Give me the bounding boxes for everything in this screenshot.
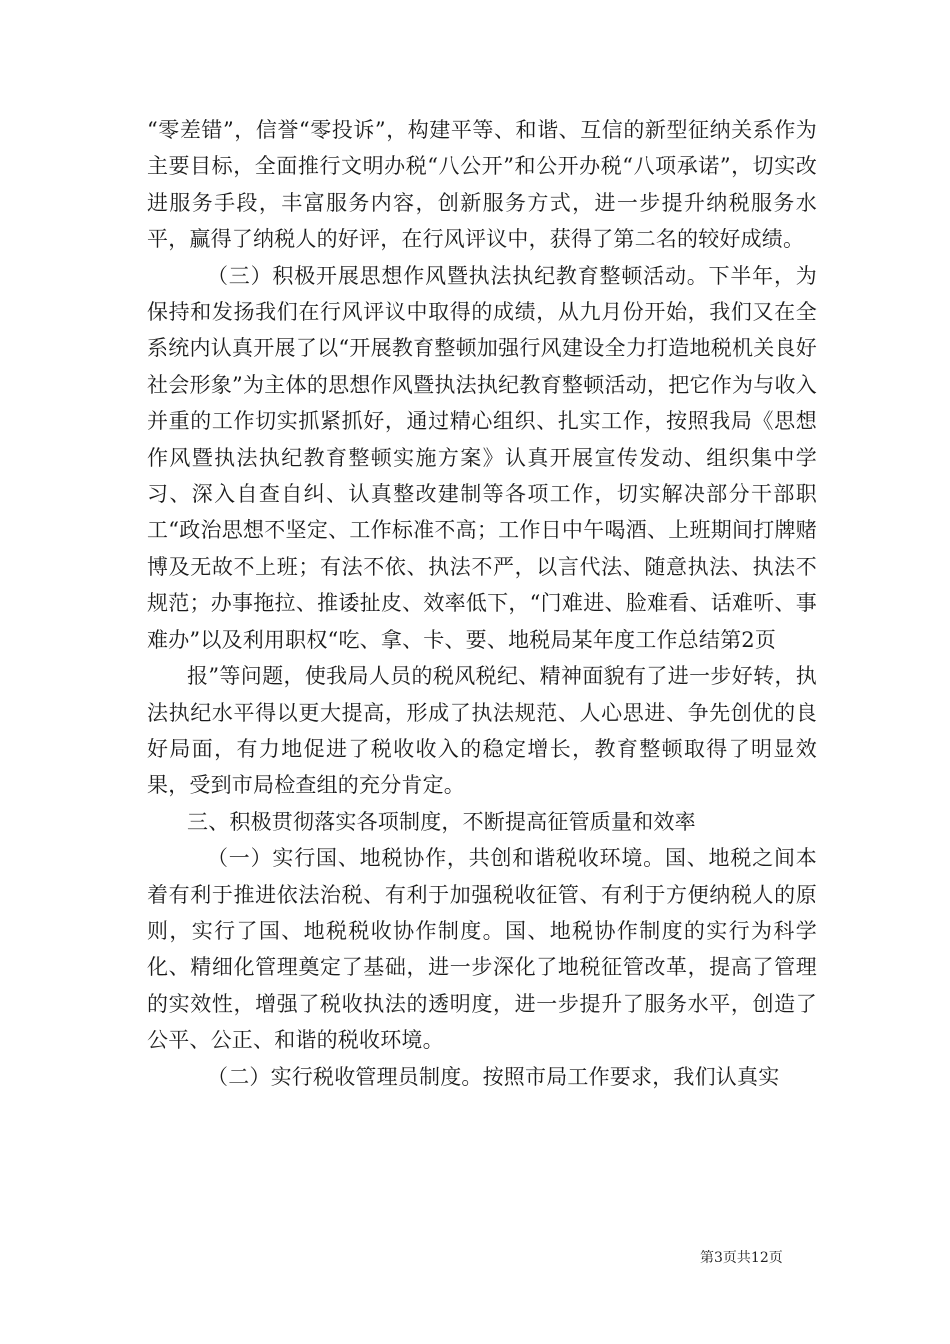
paragraph-service-goals: “零差错”，信誉“零投诉”，构建平等、和谐、互信的新型征纳关系作为主要目标，全面推行文明办税“八公开”和公开办税“八项承诺”，切实改进服务手段，丰富服务内容，创新服务方式，进一步提升纳税服务水平，赢得了纳税人的好评，在行风评议中，获得了第二名的较好成绩。: [147, 118, 817, 252]
paragraph-education-rectification: （三）积极开展思想作风暨执法执纪教育整顿活动。下半年，为保持和发扬我们在行风评议中取得的成绩，从九月份开始，我们又在全系统内认真开展了以“开展教育整顿加强行风建设全力打造地税机关良好社会形象”为主体的思想作风暨执法执纪教育整顿活动，把它作为与收入并重的工作切实抓紧抓好，通过精心组织、扎实工作，按照我局《思想作风暨执法执纪教育整顿实施方案》认真开展宣传发动、组织集中学习、深入自查自纠、认真整改建制等各项工作，切实解决部分干部职工“政治思想不坚定、工作标准不高；工作日中午喝酒、上班期间打牌赌博及无故不上班；有法不依、执法不严，以言代法、随意执法、执法不规范；办事拖拉、推诿扯皮、效率低下，“门难进、脸难看、话难听、事难办”以及利用职权“吃、拿、卡、要、地税局某年度工作总结第2页: [147, 263, 817, 652]
paragraph-tax-administrator: （二）实行税收管理员制度。按照市局工作要求，我们认真实: [207, 1064, 780, 1089]
paragraph-rectification-results: 报”等问题，使我局人员的税风税纪、精神面貌有了进一步好转，执法执纪水平得以更大提高，形成了执法规范、人心思进、争先创优的良好局面，有力地促进了税收收入的稳定增长，教育整顿取得了明显效果，受到市局检查组的充分肯定。: [147, 664, 817, 798]
section-heading-three: 三、积极贯彻落实各项制度，不断提高征管质量和效率: [187, 809, 696, 834]
page-number-footer: 第3页共12页: [700, 1250, 783, 1266]
paragraph-tax-cooperation: （一）实行国、地税协作，共创和谐税收环境。国、地税之间本着有利于推进依法治税、有利于加强税收征管、有利于方便纳税人的原则，实行了国、地税税收协作制度。国、地税协作制度的实行为科学化、精细化管理奠定了基础，进一步深化了地税征管改革，提高了管理的实效性，增强了税收执法的透明度，进一步提升了服务水平，创造了公平、公正、和谐的税收环境。: [147, 846, 817, 1053]
document-body: [147, 112, 817, 1095]
